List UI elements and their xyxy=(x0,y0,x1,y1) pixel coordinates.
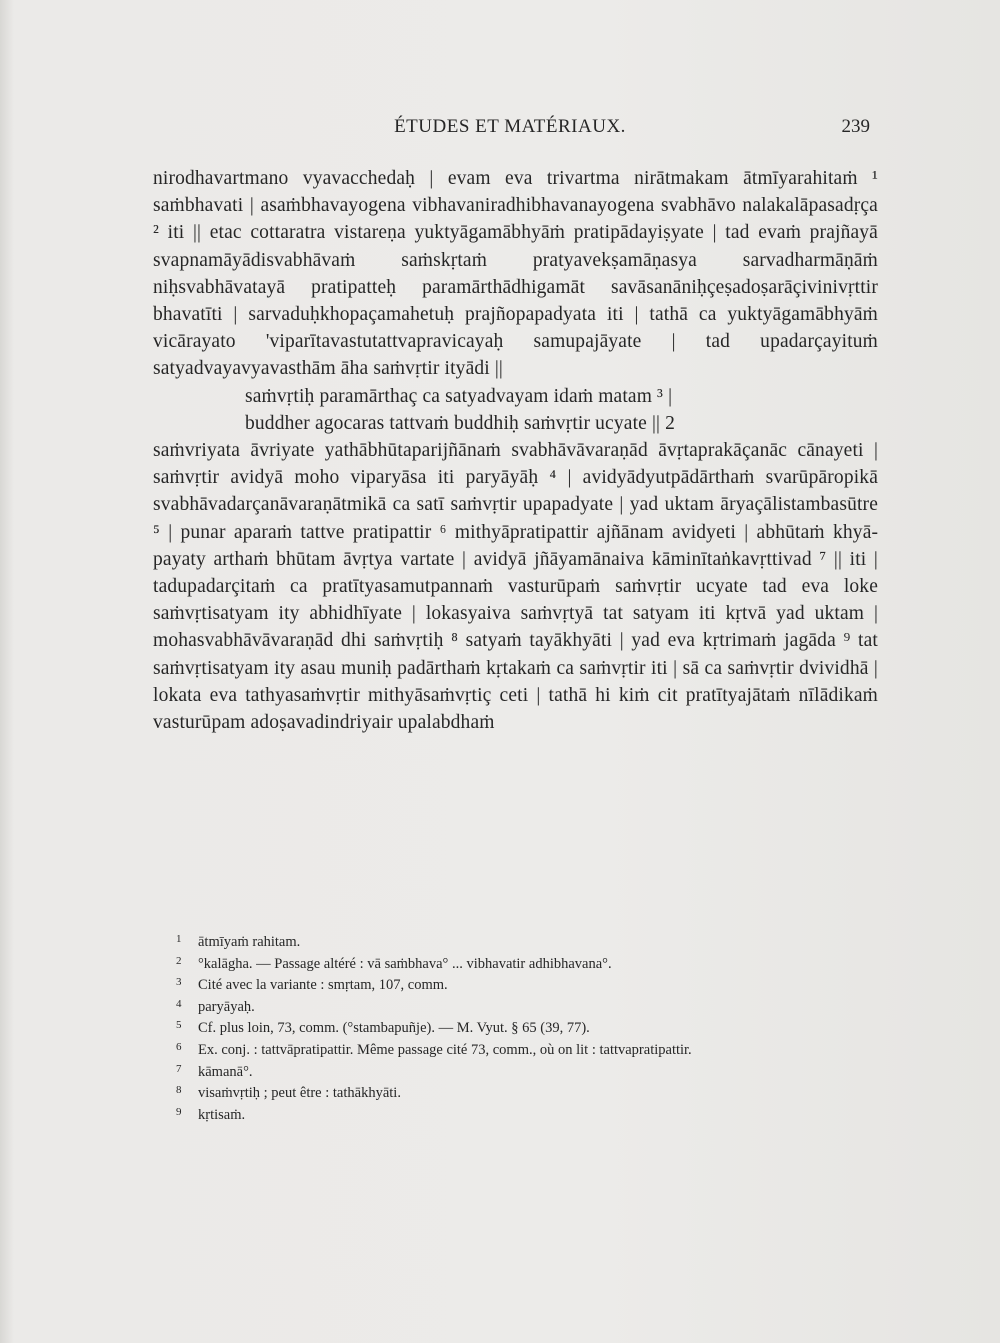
running-title: ÉTUDES ET MATÉRIAUX. xyxy=(394,116,626,137)
footnote xyxy=(152,1018,877,1040)
verse-line: buddher agocaras tattvaṁ buddhiḥ saṁvṛtir ucyate || 2 xyxy=(245,412,675,434)
paragraph: nirodhavartmano vyavacchedaḥ | evam eva trivartma nirātmakam ātmīyarahitaṁ ¹ saṁbhavati | asaṁbhavayogena vibhavaniradhibhavanayogena svabhāvo nalakalāpasadṛça ² iti || etac cottaratra vistareṇa yuktyāgamābhyāṁ pratipādayiṣyate | tad evaṁ prajñayā svapnamāyādisvabhāvaṁ saṁskṛtaṁ pratyavekṣamāṇasya sarvadharmāṇāṁ niḥsvabhāvatayā pratipatteḥ paramārthādhigamāt savāsanāniḥçeṣadoṣarāçivinivṛttir bhavatīti | sarvaduḥkhopaçamahetuḥ prajñopapadyata iti | tathā ca yuktyāgamābhyāṁ vicārayato 'viparītavastutattvapravicayaḥ samupajāyate | tad upadarçayituṁ satyadvayavyavasthām āha saṁvṛtir ityādi || xyxy=(153,168,878,380)
footnote-number: 1 xyxy=(176,933,182,945)
footnote-number: 3 xyxy=(176,976,182,989)
footnote xyxy=(152,954,877,976)
footnote-text: paryāyaḥ. xyxy=(198,998,255,1015)
footnote-number: 9 xyxy=(176,1105,182,1118)
running-head xyxy=(150,116,870,146)
footnote-number: 4 xyxy=(176,997,182,1010)
footnote-number: 6 xyxy=(176,1040,182,1053)
footnote xyxy=(152,932,877,954)
footnote-text: ātmīyaṁ rahitam. xyxy=(198,934,301,950)
footnote-text: °kalāgha. — Passage altéré : vā saṁbhava° ... vibhavatir adhibhavana°. xyxy=(198,955,612,972)
footnote xyxy=(152,997,877,1019)
footnote-number: 5 xyxy=(176,1019,182,1032)
footnote-text: visaṁvṛtiḥ ; peut être : tathākhyāti. xyxy=(198,1085,401,1102)
page-number: 239 xyxy=(841,116,870,137)
footnote-number: 2 xyxy=(176,954,182,967)
footnotes xyxy=(152,932,877,1126)
footnote-text: Ex. conj. : tattvāpratipattir. Même passage cité 73, comm., où on lit : tattvapratipattir. xyxy=(198,1041,692,1058)
footnote xyxy=(152,975,877,997)
footnote-number: 7 xyxy=(176,1062,182,1075)
main-text xyxy=(153,165,878,736)
footnote-text: kāmanā°. xyxy=(198,1063,253,1080)
paragraph: saṁvriyata āvriyate yathābhūtaparijñānaṁ svabhāvāvaraṇād āvṛtaprakāçanāc cānayeti | saṁvṛtir avidyā moho viparyāsa iti paryāyāḥ ⁴ | avidyādyutpādārthaṁ svarūpāropikā svabhāvadarçanāvaraṇātmikā ca satī saṁvṛtir upapadyate | yad uktam āryaçālistambasūtre ⁵ | punar aparaṁ tattve pratipattir ⁶ mithyāpratipattir ajñānam avidyeti | abhūtaṁ khyāpayaty arthaṁ bhūtam āvṛtya vartate | avidyā jñāyamānaiva kāminītaṅkavṛttivad ⁷ || iti | tadupadarçitaṁ ca pratītyasamutpannaṁ vasturūpaṁ saṁvṛtir ucyate tad eva loke saṁvṛtisatyam ity abhidhīyate | lokasyaiva saṁvṛtyā tat satyam iti kṛtvā yad uktam | mohasvabhāvāvaraṇād dhi saṁvṛtiḥ ⁸ satyaṁ tayākhyāti | yad eva kṛtrimaṁ jagāda ⁹ tat saṁvṛtisatyam ity asau muniḥ padārthaṁ kṛtakaṁ ca saṁvṛtir iti | sā ca saṁvṛtir dvividhā | lokata eva tathyasaṁvṛtir mithyāsaṁvṛtiç ceti | tathā hi kiṁ cit pratītyajātaṁ nīlādikaṁ vasturūpam adoṣavadindriyair upalabdhaṁ xyxy=(153,440,878,734)
footnote xyxy=(152,1105,877,1127)
footnote xyxy=(152,1040,877,1062)
footnote xyxy=(152,1083,877,1105)
footnote-text: Cité avec la variante : smṛtam, 107, comm. xyxy=(198,977,448,994)
verse-line: saṁvṛtiḥ paramārthaç ca satyadvayam idaṁ matam ³ | xyxy=(245,385,673,407)
footnote-text: Cf. plus loin, 73, comm. (°stambapuñje). — M. Vyut. § 65 (39, 77). xyxy=(198,1020,590,1037)
footnote-number: 8 xyxy=(176,1084,182,1097)
footnote-text: kṛtisaṁ. xyxy=(198,1106,246,1123)
footnote xyxy=(152,1062,877,1084)
